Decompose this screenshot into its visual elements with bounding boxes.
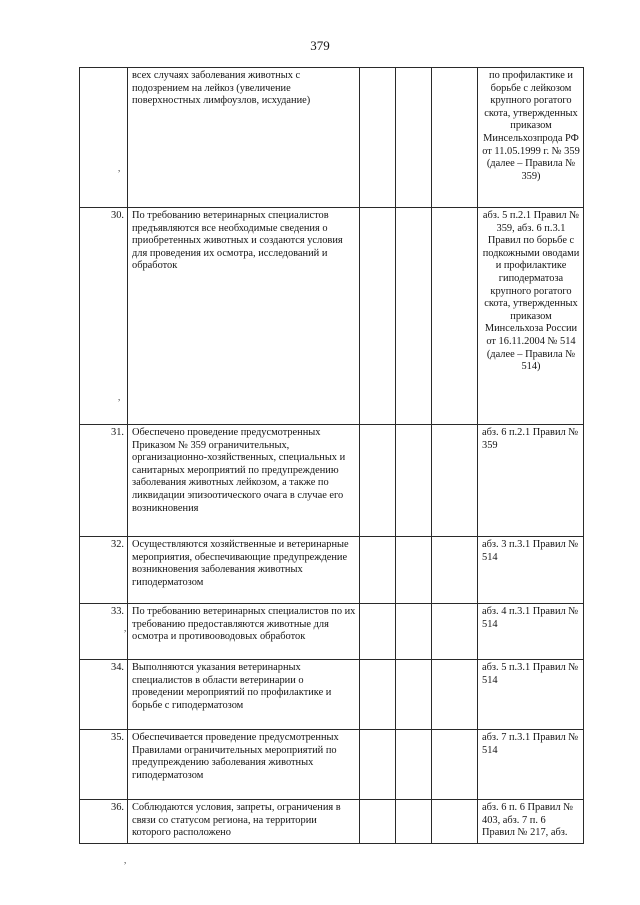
answer-na-cell	[432, 425, 478, 537]
row-number: 30.	[80, 208, 128, 425]
requirement-text: Выполняются указания ветеринарных специалистов в области ветеринарии о проведении мероприятий по профилактике и борьбе с гиподерматозом	[128, 660, 360, 730]
legal-reference: абз. 5 п.3.1 Правил № 514	[478, 660, 584, 730]
requirement-text: всех случаях заболевания животных с подозрением на лейкоз (увеличение поверхностных лимфоузлов, исхудание)	[128, 68, 360, 208]
answer-na-cell	[432, 208, 478, 425]
row-number: 34.	[80, 660, 128, 730]
row-number	[80, 68, 128, 208]
requirement-text: Соблюдаются условия, запреты, ограничения в связи со статусом региона, на территории которого расположено	[128, 800, 360, 844]
answer-no-cell	[396, 660, 432, 730]
row-number: 33.	[80, 604, 128, 660]
answer-yes-cell	[360, 68, 396, 208]
checklist-table	[79, 67, 584, 844]
answer-no-cell	[396, 208, 432, 425]
answer-no-cell	[396, 537, 432, 604]
answer-yes-cell	[360, 730, 396, 800]
table-row	[80, 68, 584, 208]
requirement-text: Обеспечивается проведение предусмотренных Правилами ограничительных мероприятий по предупреждению заболевания животных гиподерматозом	[128, 730, 360, 800]
answer-yes-cell	[360, 800, 396, 844]
legal-reference: по профилактике и борьбе с лейкозом крупного рогатого скота, утвержденных приказом Минсельхозпрода РФ от 11.05.1999 г. № 359 (далее – Правила № 359)	[478, 68, 584, 208]
answer-yes-cell	[360, 660, 396, 730]
answer-na-cell	[432, 660, 478, 730]
legal-reference: абз. 7 п.3.1 Правил № 514	[478, 730, 584, 800]
legal-reference: абз. 6 п.2.1 Правил № 359	[478, 425, 584, 537]
table-row	[80, 660, 584, 730]
row-number: 35.	[80, 730, 128, 800]
table-row	[80, 604, 584, 660]
answer-yes-cell	[360, 537, 396, 604]
row-number: 36.	[80, 800, 128, 844]
row-number: 32.	[80, 537, 128, 604]
answer-no-cell	[396, 68, 432, 208]
answer-no-cell	[396, 604, 432, 660]
answer-no-cell	[396, 730, 432, 800]
answer-na-cell	[432, 537, 478, 604]
scan-mark: ,	[118, 163, 121, 173]
table-row	[80, 537, 584, 604]
answer-no-cell	[396, 800, 432, 844]
legal-reference: абз. 3 п.3.1 Правил № 514	[478, 537, 584, 604]
table-row	[80, 730, 584, 800]
answer-yes-cell	[360, 208, 396, 425]
page-number: 379	[310, 38, 330, 53]
answer-na-cell	[432, 800, 478, 844]
answer-na-cell	[432, 604, 478, 660]
legal-reference: абз. 4 п.3.1 Правил № 514	[478, 604, 584, 660]
scan-mark: ,	[124, 855, 127, 865]
scan-mark: ,	[118, 392, 121, 402]
legal-reference: абз. 5 п.2.1 Правил № 359, абз. 6 п.3.1 Правил по борьбе с подкожными оводами и профилактике гиподерматоза крупного рогатого скота, утвержденных приказом Минсельхоза России от 16.11.2004 № 514 (далее – Правила № 514)	[478, 208, 584, 425]
requirement-text: По требованию ветеринарных специалистов предъявляются все необходимые сведения о приобретенных животных и создаются условия для проведения их осмотра, исследований и обработок	[128, 208, 360, 425]
answer-na-cell	[432, 730, 478, 800]
table-row	[80, 208, 584, 425]
row-number: 31.	[80, 425, 128, 537]
answer-na-cell	[432, 68, 478, 208]
answer-no-cell	[396, 425, 432, 537]
requirement-text: Обеспечено проведение предусмотренных Приказом № 359 ограничительных, организационно-хозяйственных, специальных и санитарных мероприятий по предупреждению заболевания животных лейкозом, а также по ликвидации эпизоотического очага в случае его возникновения	[128, 425, 360, 537]
table-row	[80, 425, 584, 537]
requirement-text: Осуществляются хозяйственные и ветеринарные мероприятия, обеспечивающие предупреждение возникновения заболевания животных гиподерматозом	[128, 537, 360, 604]
legal-reference: абз. 6 п. 6 Правил № 403, абз. 7 п. 6 Правил № 217, абз.	[478, 800, 584, 844]
table-row	[80, 800, 584, 844]
answer-yes-cell	[360, 604, 396, 660]
requirement-text: По требованию ветеринарных специалистов по их требованию предоставляются животные для осмотра и противооводовых обработок	[128, 604, 360, 660]
scan-mark: ,	[124, 623, 127, 633]
answer-yes-cell	[360, 425, 396, 537]
